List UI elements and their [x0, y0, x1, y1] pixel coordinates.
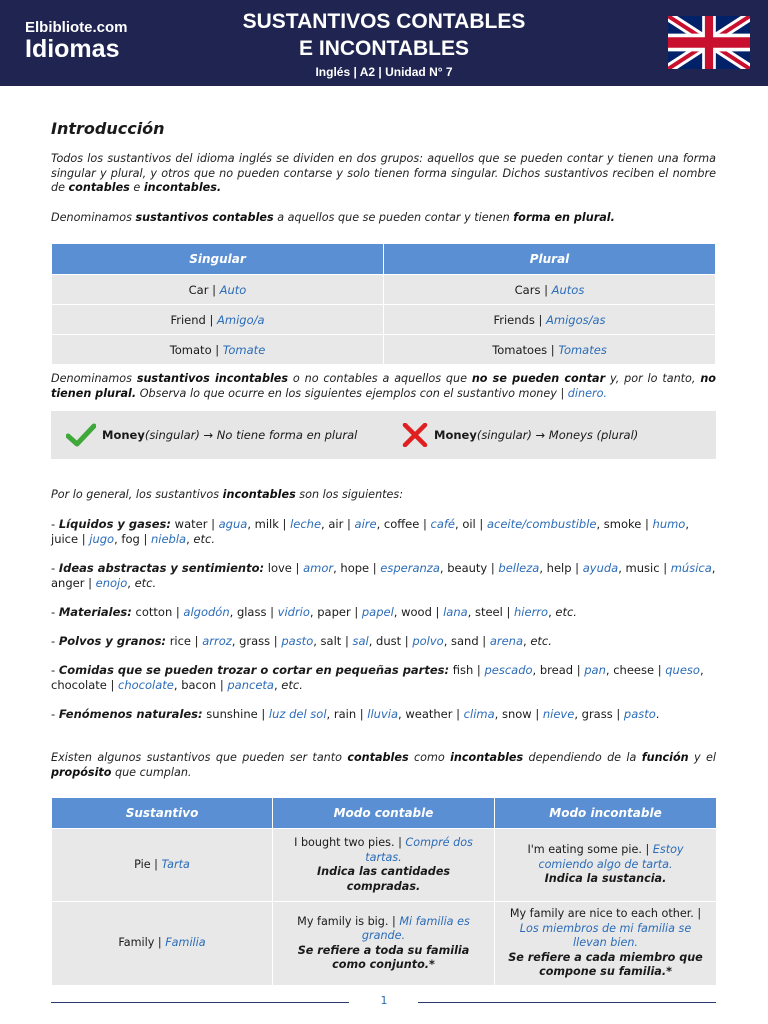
intro-text-conj: e — [129, 181, 144, 194]
countable-cell — [273, 902, 495, 986]
unc-text-d: Observa lo que ocurre en los siguientes ejemplos con el sustantivo money | — [136, 386, 568, 400]
etc-text: etc. — [530, 634, 552, 648]
etc-text: etc. — [193, 531, 215, 546]
money-comparison-box — [51, 411, 716, 459]
list-dash: - — [51, 517, 59, 531]
category-weather: - Fenómenos naturales: sunshine | luz del sol, rain | lluvia, weather | clima, snow | nieve, grass | pasto. — [51, 707, 660, 721]
noun-en: anger — [51, 575, 85, 590]
unc-bold-b: no se pueden contar — [471, 372, 606, 385]
both-text-a: Existen algunos sustantivos que pueden ser tanto — [51, 751, 348, 764]
noun-en: glass — [236, 605, 267, 619]
noun-es: agua — [218, 517, 248, 531]
countable-cell — [273, 829, 495, 902]
noun-en: wood — [401, 605, 432, 619]
noun-en: paper — [317, 605, 351, 619]
cell-en: My family are nice to each other. | — [509, 907, 702, 921]
category-label: Comidas que se pueden trozar o cortar en pequeñas partes: — [58, 663, 450, 677]
list-dash: - — [51, 605, 59, 619]
logo-top-text: Elbibliote.com — [25, 19, 128, 36]
both-text-e: que cumplan. — [111, 765, 192, 779]
cell-es: Estoy comiendo algo de tarta. — [538, 843, 684, 871]
table-header-uncountable: Modo incontable — [495, 798, 717, 829]
cell-en: Friends | — [493, 312, 547, 327]
unc-bold-c: no tienen plural. — [51, 372, 716, 400]
noun-en: hope — [340, 561, 370, 575]
noun-es: humo — [652, 517, 686, 531]
category-powders: - Polvos y granos: rice | arroz, grass | pasto, salt | sal, dust | polvo, sand | arena, etc. — [51, 634, 552, 648]
page-number: 1 — [380, 994, 388, 1007]
table-header-plural: Plural — [384, 244, 716, 275]
cell-es: Mi familia es grande. — [361, 914, 470, 942]
both-bold-d: propósito — [51, 765, 112, 779]
noun-es: amor — [303, 561, 334, 575]
page-header — [0, 0, 768, 86]
category-label: Materiales: — [58, 605, 132, 619]
footer-line-left — [51, 1002, 349, 1003]
logo-bottom-text: Idiomas — [25, 35, 120, 63]
category-foods: - Comidas que se pueden trozar o cortar en pequeñas partes: fish | pescado, bread | pan, cheese | queso, chocolate | chocolate, bacon | panceta, etc. — [51, 663, 704, 692]
cell-es: Tomates — [558, 342, 607, 357]
noun-es: leche — [290, 517, 322, 531]
list-dash: - — [51, 561, 59, 575]
noun-es: algodón — [183, 605, 230, 619]
noun-es: música — [670, 561, 712, 575]
noun-es: lana — [443, 605, 468, 619]
noun-es: panceta — [227, 677, 274, 692]
noun-en: oil — [462, 517, 476, 531]
noun-es: papel — [361, 605, 394, 619]
noun-en: help — [546, 561, 572, 575]
intro-paragraph — [51, 152, 716, 196]
unc-text-b: o no contables a aquellos que — [288, 372, 472, 385]
cell-en: Friend | — [170, 312, 218, 327]
etc-text: etc. — [281, 677, 303, 692]
table-cell — [52, 335, 384, 365]
cell-note: Se refiere a cada miembro que compone su familia.* — [508, 950, 703, 979]
unc-text-c: y, por lo tanto, — [605, 372, 701, 385]
dual-nouns-paragraph — [51, 751, 716, 780]
both-bold-b: incontables — [450, 751, 524, 764]
cell-es: Autos — [551, 282, 585, 297]
noun-en: bacon — [181, 677, 217, 692]
cell-en: Car | — [188, 282, 220, 297]
cell-note: Indica las cantidades compradas. — [316, 865, 451, 893]
noun-es: café — [430, 517, 456, 531]
general-intro — [51, 488, 716, 503]
unc-bold-a: sustantivos incontables — [136, 372, 289, 385]
cross-icon — [402, 423, 428, 447]
noun-es: niebla — [150, 531, 187, 546]
noun-es: esperanza — [380, 561, 440, 575]
noun-en: fog — [121, 531, 140, 546]
noun-en: milk — [254, 517, 279, 531]
category-liquids: - Líquidos y gases: water | agua, milk | leche, air | aire, coffee | café, oil | aceite/combustible, smoke | humo, juice | jugo, fog | niebla, etc. — [51, 517, 690, 546]
noun-en: beauty — [447, 561, 488, 575]
intro-bold-contables: contables — [68, 181, 130, 194]
noun-es: enojo — [95, 575, 128, 590]
noun-es: clima — [463, 707, 495, 721]
uncountable-cell — [495, 902, 717, 986]
etc-text: etc. — [555, 605, 577, 619]
noun-en: smoke — [603, 517, 642, 531]
noun-en: snow — [501, 707, 532, 721]
noun-en: cotton — [135, 605, 173, 619]
intro-bold-incontables: incontables. — [143, 181, 222, 194]
brand-logo — [25, 20, 128, 62]
cell-note: Indica la sustancia. — [544, 872, 667, 886]
table-cell — [52, 275, 384, 305]
noun-en: cheese — [613, 663, 655, 677]
noun-es: chocolate — [118, 677, 174, 692]
cell-en: Pie | — [134, 857, 162, 871]
both-bold-c: función — [641, 751, 689, 764]
noun-es: pescado — [484, 663, 533, 677]
noun-es: vidrio — [277, 605, 310, 619]
table-header-countable: Modo contable — [273, 798, 495, 829]
noun-es: pasto — [623, 707, 656, 721]
cell-es: Familia — [165, 936, 206, 950]
uncountable-definition — [51, 372, 716, 401]
noun-es: pan — [584, 663, 606, 677]
page-subtitle: Inglés | A2 | Unidad N° 7 — [315, 65, 453, 79]
cell-es: Tomate — [222, 342, 266, 357]
cell-es: Tarta — [161, 857, 190, 871]
noun-es: belleza — [498, 561, 540, 575]
noun-es: lluvia — [367, 707, 399, 721]
footer-line-right — [418, 1002, 716, 1003]
noun-en: water — [174, 517, 208, 531]
noun-es: queso — [665, 663, 700, 677]
intro-heading: Introducción — [51, 119, 165, 138]
noun-es: arena — [489, 634, 524, 648]
incorrect-explanation: (singular) → Moneys (plural) — [476, 428, 639, 442]
list-dash: - — [51, 707, 59, 721]
cell-en: Family | — [118, 936, 166, 950]
noun-en: bread — [539, 663, 574, 677]
etc-text: etc. — [134, 575, 157, 590]
table-row — [52, 305, 716, 335]
table-row — [52, 829, 717, 902]
correct-explanation: (singular) → No tiene forma en plural — [144, 428, 358, 442]
noun-en: sand — [451, 634, 479, 648]
category-materials: - Materiales: cotton | algodón, glass | vidrio, paper | papel, wood | lana, steel | hierro, etc. — [51, 605, 577, 619]
unc-text-a: Denominamos — [51, 372, 137, 385]
noun-en: fish — [452, 663, 474, 677]
page-title-line1: SUSTANTIVOS CONTABLES — [242, 10, 526, 33]
def-text-a: Denominamos — [51, 211, 136, 224]
table-row — [52, 902, 717, 986]
correct-word: Money — [102, 428, 145, 442]
cell-en: My family is big. | — [297, 914, 400, 928]
table-row — [52, 335, 716, 365]
category-label: Polvos y granos: — [58, 634, 167, 648]
noun-en: juice — [51, 531, 79, 546]
noun-es: hierro — [514, 605, 549, 619]
noun-cell — [52, 829, 273, 902]
noun-en: salt — [320, 634, 342, 648]
both-text-d: y el — [688, 751, 716, 764]
table-header-noun: Sustantivo — [52, 798, 273, 829]
title-block — [180, 8, 588, 79]
dual-nouns-table — [51, 797, 717, 986]
noun-es: jugo — [89, 531, 115, 546]
cell-en: Tomato | — [169, 342, 223, 357]
both-text-c: dependiendo de la — [523, 751, 642, 764]
noun-es: polvo — [412, 634, 444, 648]
noun-cell — [52, 902, 273, 986]
noun-en: chocolate — [51, 677, 107, 692]
noun-es: luz del sol — [268, 707, 327, 721]
table-cell — [52, 305, 384, 335]
noun-es: arroz — [202, 634, 232, 648]
def-bold-b: forma en plural. — [513, 211, 615, 224]
cell-en: Cars | — [514, 282, 552, 297]
uncountable-cell — [495, 829, 717, 902]
table-cell — [384, 275, 716, 305]
table-header-singular: Singular — [52, 244, 384, 275]
gen-text-b: son los siguientes: — [295, 488, 404, 501]
noun-en: music — [625, 561, 660, 575]
both-text-b: como — [408, 751, 451, 764]
category-abstract: - Ideas abstractas y sentimiento: love | amor, hope | esperanza, beauty | belleza, help | ayuda, music | música, anger | enojo, etc. — [51, 561, 716, 590]
incorrect-word: Money — [434, 428, 477, 442]
page-title-line2: E INCONTABLES — [299, 37, 469, 60]
noun-es: ayuda — [582, 561, 619, 575]
cell-en: I bought two pies. | — [294, 836, 406, 849]
noun-en: rice — [169, 634, 192, 648]
correct-example — [66, 423, 357, 447]
noun-en: coffee — [383, 517, 420, 531]
cell-note: Se refiere a toda su familia como conjunto.* — [297, 943, 470, 971]
cell-en: Tomatoes | — [492, 342, 559, 357]
noun-es: sal — [352, 634, 369, 648]
def-bold-a: sustantivos contables — [135, 211, 274, 224]
list-dash: - — [51, 663, 59, 677]
def-text-b: a aquellos que se pueden contar y tienen — [273, 211, 514, 224]
cell-es: Amigos/as — [546, 312, 606, 327]
countable-definition — [51, 211, 716, 226]
noun-en: grass — [581, 707, 613, 721]
cell-es: Auto — [219, 282, 247, 297]
gen-bold: incontables — [222, 488, 296, 501]
gen-text-a: Por lo general, los sustantivos — [51, 488, 223, 501]
noun-en: rain — [333, 707, 357, 721]
countable-table — [51, 243, 716, 365]
category-label: Ideas abstractas y sentimiento: — [58, 561, 265, 575]
table-cell — [384, 335, 716, 365]
uk-flag-icon — [668, 16, 750, 69]
noun-es: aire — [354, 517, 377, 531]
table-row — [52, 275, 716, 305]
cell-en: I'm eating some pie. | — [527, 843, 653, 857]
check-icon — [66, 423, 96, 447]
cell-es: Los miembros de mi familia se llevan bien. — [519, 921, 692, 950]
category-label: Fenómenos naturales: — [58, 707, 203, 721]
noun-es: nieve — [542, 707, 575, 721]
noun-en: air — [328, 517, 344, 531]
cell-es: Amigo/a — [217, 312, 265, 327]
table-cell — [384, 305, 716, 335]
both-bold-a: contables — [347, 751, 409, 764]
noun-es: aceite/combustible — [486, 517, 597, 531]
noun-en: grass — [239, 634, 271, 648]
noun-es: pasto — [281, 634, 314, 648]
noun-en: steel — [474, 605, 503, 619]
list-dash: - — [51, 634, 59, 648]
incorrect-example — [402, 423, 638, 447]
noun-en: sunshine — [206, 707, 258, 721]
noun-en: dust — [376, 634, 402, 648]
intro-text: Todos los sustantivos del idioma inglés se dividen en dos grupos: aquellos que se pueden contar y tienen una forma singular y plural, y otros que no pueden contarse y solo tienen forma singular. Dichos sustantivos reciben el nombre de — [51, 152, 716, 194]
noun-en: weather — [405, 707, 453, 721]
noun-en: love — [267, 561, 292, 575]
cell-es: Compré dos tartas. — [365, 836, 473, 864]
unc-translation: dinero. — [567, 386, 607, 400]
category-label: Líquidos y gases: — [58, 517, 172, 531]
